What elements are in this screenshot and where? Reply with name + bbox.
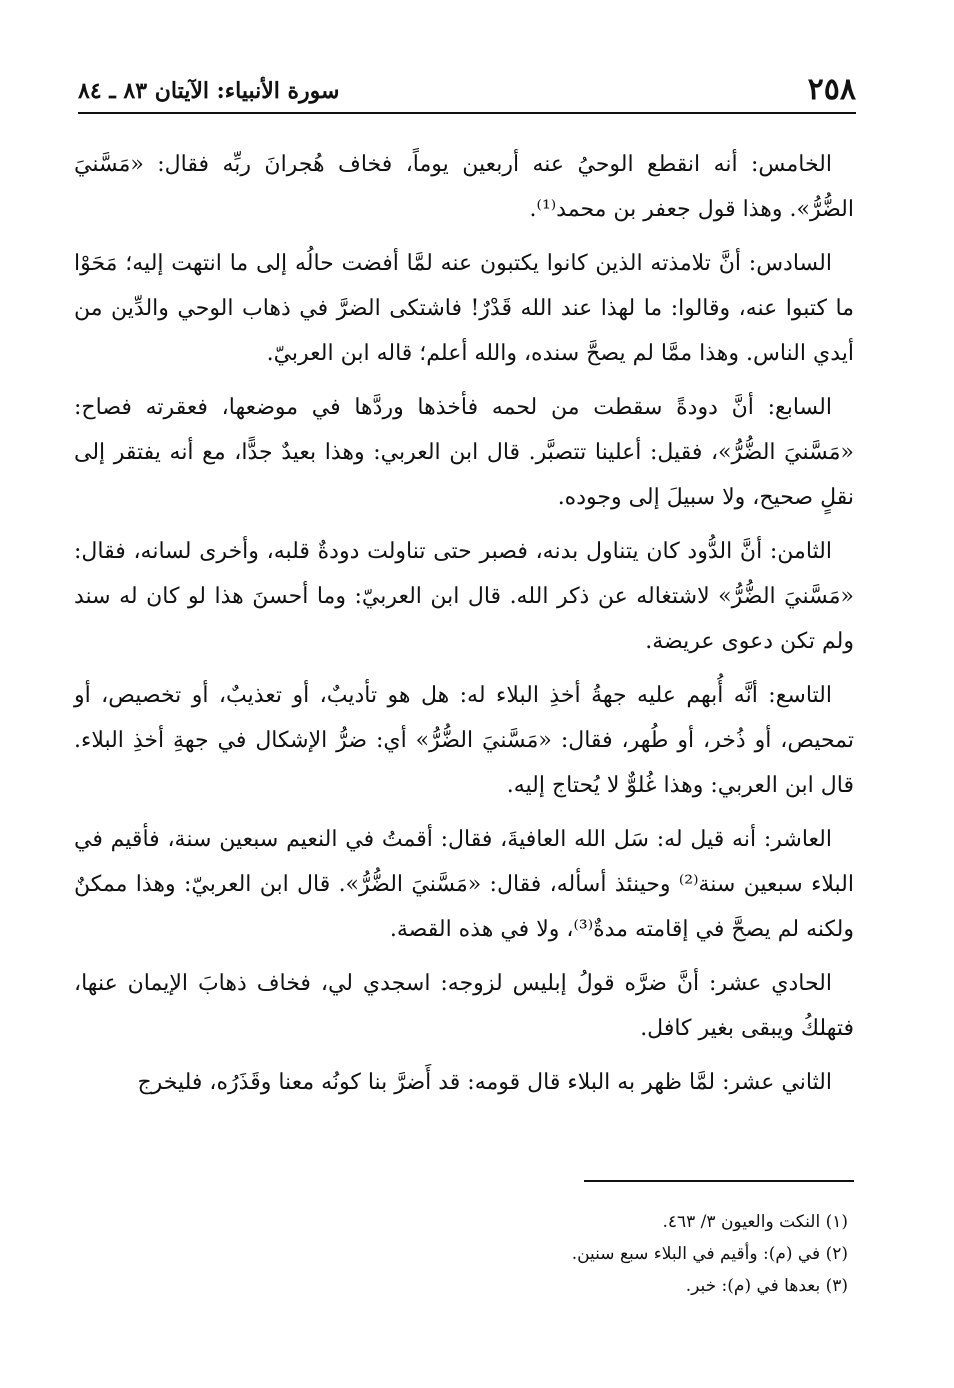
paragraph-seventh: السابع: أنَّ دودةً سقطت من لحمه فأخذها وردَّها في موضعها، فعقرته فصاح: «مَسَّنيَ الضُّرُّ»، فقيل: أعلينا تتصبَّر. قال ابن العربي: وهذا بعيدٌ جدًّا، مع أنه يفتقر إلى نقلٍ صحيح، ولا سبيلَ إلى وجوده. bbox=[74, 395, 854, 510]
running-title: سورة الأنبياء: الآيتان ٨٣ ـ ٨٤ bbox=[78, 78, 340, 104]
paragraph-fifth: الخامس: أنه انقطع الوحيُ عنه أربعين يوماً، فخاف هُجرانَ ربِّه فقال: «مَسَّنيَ الضُّرُّ». وهذا قول جعفر بن محمد⁽¹⁾. bbox=[74, 152, 854, 222]
paragraph-sixth: السادس: أنَّ تلامذته الذين كانوا يكتبون عنه لمَّا أفضت حالُه إلى ما انتهت إليه؛ مَحَوْا ما كتبوا عنه، وقالوا: ما لهذا عند الله قَدْرٌ! فاشتكى الضرَّ في ذهاب الوحي والدِّين من أيدي الناس. وهذا ممَّا لم يصحَّ سنده، والله أعلم؛ قاله ابن العربيّ. bbox=[74, 251, 854, 366]
body-text bbox=[74, 142, 854, 1114]
footnote-divider bbox=[584, 1180, 854, 1182]
paragraph-ninth: التاسع: أنَّه أُبهم عليه جهةُ أخذِ البلاء له: هل هو تأديبٌ، أو تعذيبٌ، أو تخصيص، أو تمحيص، أو ذُخر، أو طُهر، فقال: «مَسَّنيَ الضُّرُّ» أي: ضرُّ الإشكال في جهةِ أخذِ البلاء. قال ابن العربي: وهذا غُلوٌّ لا يُحتاج إليه. bbox=[74, 683, 854, 798]
paragraph-eleventh: الحادي عشر: أنَّ ضرَّه قولُ إبليس لزوجه: اسجدي لي، فخاف ذهابَ الإيمان عنها، فتهلكُ ويبقى بغير كافل. bbox=[74, 971, 854, 1041]
footnote-2: (٢) في (م): وأقيم في البلاء سبع سنين. bbox=[571, 1244, 848, 1264]
paragraph-twelfth: الثاني عشر: لمَّا ظهر به البلاء قال قومه: قد أَضرَّ بنا كونُه معنا وقَذَرُه، فليخرج bbox=[137, 1070, 832, 1095]
page-number: ٢٥٨ bbox=[807, 72, 856, 107]
footnote-3: (٣) بعدها في (م): خبر. bbox=[685, 1276, 848, 1296]
paragraph-tenth: العاشر: أنه قيل له: سَل الله العافيةَ، فقال: أقمتُ في النعيم سبعين سنة، فأقيم في البلاء سبعين سنة⁽²⁾ وحينئذ أسأله، فقال: «مَسَّنيَ الضُّرُّ». قال ابن العربيّ: وهذا ممكنٌ ولكنه لم يصحَّ في إقامته مدةٌ⁽³⁾، ولا في هذه القصة. bbox=[74, 827, 854, 942]
page-header bbox=[78, 66, 856, 114]
footnote-1: (١) النكت والعيون ٣/ ٤٦٣. bbox=[662, 1212, 848, 1232]
paragraph-eighth: الثامن: أنَّ الدُّود كان يتناول بدنه، فصبر حتى تناولت دودةٌ قلبه، وأخرى لسانه، فقال: «مَسَّنيَ الضُّرُّ» لاشتغاله عن ذكر الله. قال ابن العربيّ: وما أحسنَ هذا لو كان له سند ولم تكن دعوى عريضة. bbox=[74, 539, 854, 654]
footnotes bbox=[74, 1206, 848, 1302]
